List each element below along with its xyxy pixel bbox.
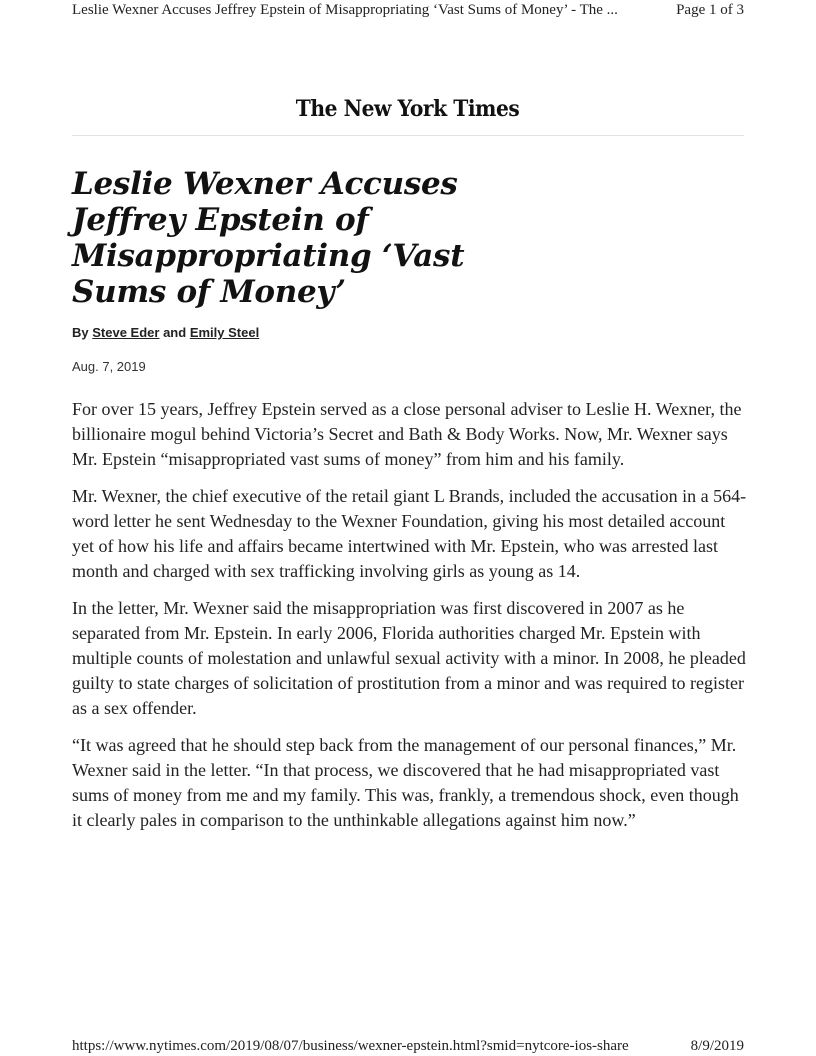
byline-prefix: By [72,325,89,340]
nyt-logo[interactable]: The New York Times [296,96,520,122]
print-footer-url: https://www.nytimes.com/2019/08/07/business/wexner-epstein.html?smid=nytcore-ios-share [72,1038,629,1054]
article-paragraph-4: “It was agreed that he should step back from the management of our personal finances,” Mr. Wexner said in the letter. “In that process, we discovered that he had misappropriated vast sums of money from me and my family. This was, frankly, a tremendous shock, even though it clearly pales in comparison to the unthinkable allegations against him now.” [72,735,739,830]
author-link-emily-steel[interactable]: Emily Steel [189,325,260,340]
print-header-title: Leslie Wexner Accuses Jeffrey Epstein of Misappropriating ‘Vast Sums of Money’ - The ... [72,2,618,18]
print-footer [72,1038,744,1056]
article-body [72,397,748,845]
byline [72,325,259,340]
masthead [72,96,744,122]
print-header [72,2,744,20]
masthead-divider [72,135,744,136]
print-header-page-number: Page 1 of 3 [676,2,744,18]
byline-conjunction: and [163,325,187,340]
article-paragraph-3: In the letter, Mr. Wexner said the misappropriation was first discovered in 2007 as he separated from Mr. Epstein. In early 2006, Florida authorities charged Mr. Epstein with multiple counts of molestation and unlawful sexual activity with a minor. In 2008, he pleaded guilty to state charges of solicitation of prostitution from a minor and was required to register as a sex offender. [72,598,746,718]
author-link-steve-eder[interactable]: Steve Eder [92,325,160,340]
print-footer-date: 8/9/2019 [690,1038,744,1054]
article-paragraph-2: Mr. Wexner, the chief executive of the retail giant L Brands, included the accusation in a 564-word letter he sent Wednesday to the Wexner Foundation, giving his most detailed account yet of how his life and affairs became intertwined with Mr. Epstein, who was arrested last month and charged with sex trafficking involving girls as young as 14. [72,486,747,581]
article-headline: Leslie Wexner Accuses Jeffrey Epstein of Misappropriating ‘Vast Sums of Money’ [72,166,465,310]
article-paragraph-1: For over 15 years, Jeffrey Epstein served as a close personal adviser to Leslie H. Wexner, the billionaire mogul behind Victoria’s Secret and Bath & Body Works. Now, Mr. Wexner says Mr. Epstein “misappropriated vast sums of money” from him and his family. [72,399,742,469]
article-date: Aug. 7, 2019 [72,359,146,374]
